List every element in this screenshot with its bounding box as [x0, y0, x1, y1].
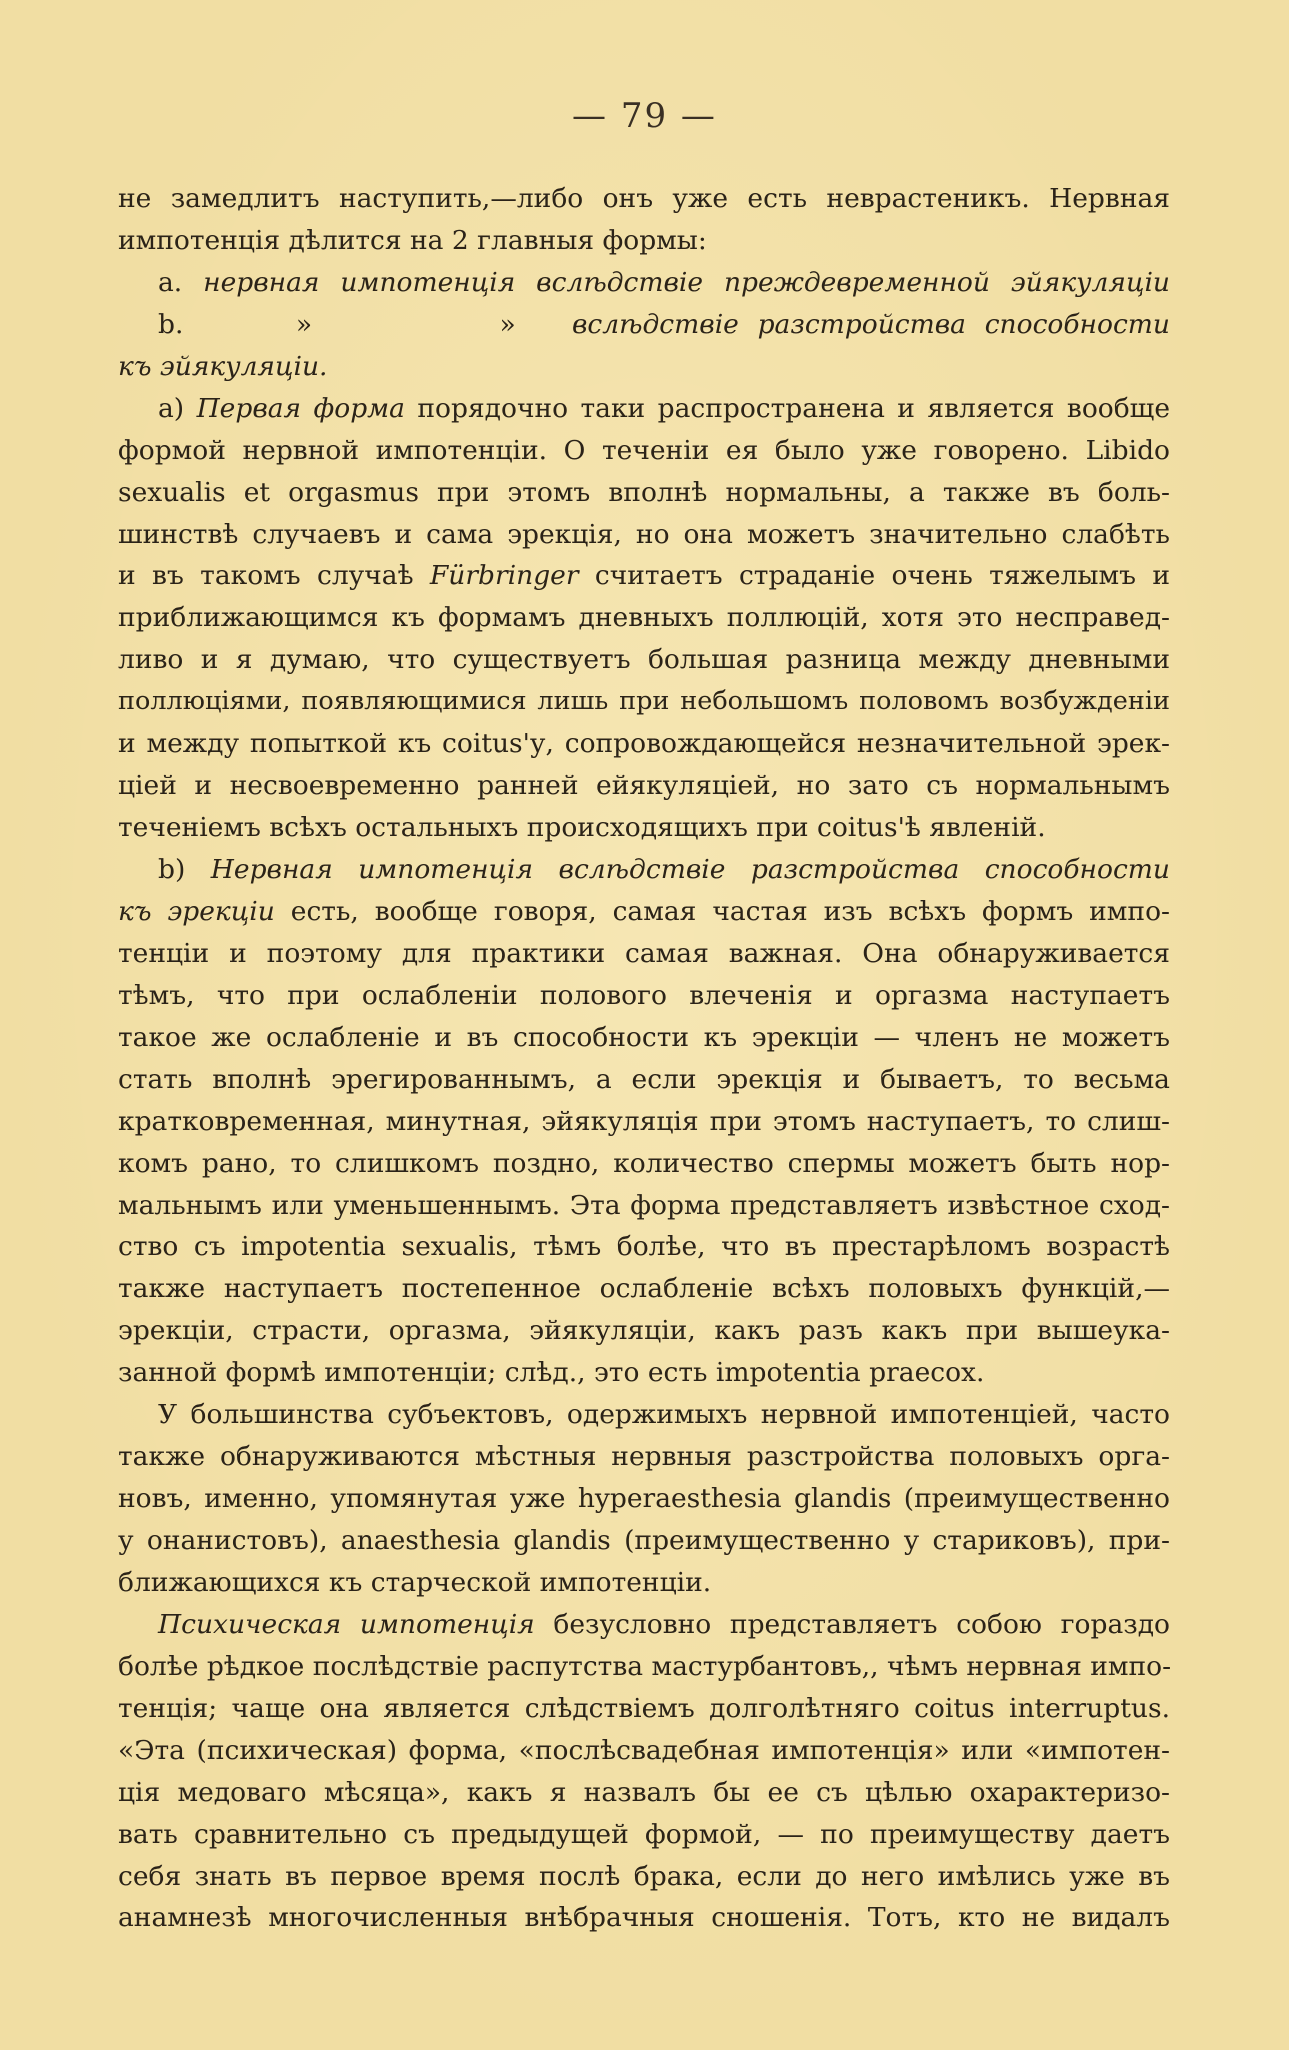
list-marker: a): [158, 392, 197, 424]
text-line: теченіемъ всѣхъ остальныхъ происходящихъ при coitus'ѣ явленій.: [118, 812, 1046, 844]
text-line: импотенція дѣлится на 2 главныя формы:: [118, 224, 707, 256]
text-line: также обнаруживаются мѣстныя нервныя разстройства половыхъ орга-: [118, 1441, 1170, 1473]
text-line: эрекціи, страсти, оргазма, эйякуляціи, какъ разъ какъ при вышеука-: [118, 1315, 1170, 1347]
list-item-b: [118, 304, 1170, 346]
list-item-a: [118, 262, 1170, 304]
text-line-mixed: [118, 555, 1170, 597]
text-run: безусловно представляетъ собою гораздо: [534, 1608, 1170, 1640]
text-line: занной формѣ импотенціи; слѣд., это есть impotentia praecox.: [118, 1357, 985, 1389]
text-line: ближающихся къ старческой импотенціи.: [118, 1566, 712, 1598]
text-line: приближающимся къ формамъ дневныхъ поллюцій, хотя это несправед-: [118, 602, 1170, 634]
text-line: комъ рано, то слишкомъ поздно, количество спермы можетъ быть нор-: [118, 1147, 1170, 1179]
list-marker: b. » »: [158, 308, 572, 340]
text-line: формой нервной импотенціи. О теченіи ея было уже говорено. Libido: [118, 434, 1170, 466]
text-line: ціей и несвоевременно ранней ейякуляціей, но зато съ нормальнымъ: [118, 770, 1170, 802]
text-line: болѣе рѣдкое послѣдствіе распутства мастурбантовъ,, чѣмъ нервная импо-: [118, 1650, 1172, 1682]
italic-text: вслѣдствіе разстройства способности: [571, 308, 1170, 340]
italic-text: Первая форма: [196, 392, 405, 424]
italic-text: Психическая импотенція: [158, 1608, 535, 1640]
text-run: есть, вообще говоря, самая частая изъ всѣхъ формъ импо-: [274, 895, 1170, 927]
text-run: порядочно таки распространена и является вообще: [404, 392, 1170, 424]
text-line: не замедлитъ наступить,—либо онъ уже есть неврастеникъ. Нервная: [118, 183, 1170, 214]
text-line: тѣмъ, что при ослабленіи полового влеченія и оргазма наступаетъ: [118, 979, 1170, 1011]
text-line: У большинства субъектовъ, одержимыхъ нервной импотенціей, часто: [158, 1399, 1170, 1431]
body-text: [118, 178, 1170, 1939]
text-line: шинствѣ случаевъ и сама эрекція, но она можетъ значительно слабѣть: [118, 518, 1170, 550]
page-number: — 79 —: [572, 96, 717, 136]
text-line: и между попыткой къ coitus'у, сопровождающейся незначительной эрек-: [118, 728, 1170, 760]
text-line: себя знать въ первое время послѣ брака, если до него имѣлись уже въ: [118, 1860, 1170, 1892]
text-line: ція медоваго мѣсяца», какъ я назвалъ бы ее съ цѣлью охарактеризо-: [118, 1776, 1170, 1808]
text-line: стать вполнѣ эрегированнымъ, а если эрекція и бываетъ, то весьма: [118, 1063, 1170, 1095]
text-line: sexualis et orgasmus при этомъ вполнѣ нормальны, а также въ боль-: [118, 476, 1170, 508]
text-line: у онанистовъ), anaesthesia glandis (преимущественно у стариковъ), при-: [118, 1525, 1170, 1556]
text-line: поллюціями, появляющимися лишь при небольшомъ половомъ возбужденіи: [118, 686, 1170, 717]
text-line: «Эта (психическая) форма, «послѣсвадебная импотенція» или «импотен-: [118, 1734, 1170, 1766]
italic-text: Fürbringer: [429, 560, 579, 592]
text-run: и въ такомъ случаѣ: [118, 560, 430, 592]
text-line-mixed: [118, 891, 1170, 933]
paragraph-a-start: [118, 388, 1170, 430]
paragraph-psychic-start: [118, 1604, 1170, 1646]
text-line: такое же ослабленіе и въ способности къ эрекціи — членъ не можетъ: [118, 1021, 1170, 1053]
text-line: ство съ impotentia sexualis, тѣмъ болѣе, что въ престарѣломъ возрастѣ: [118, 1231, 1170, 1263]
text-line: также наступаетъ постепенное ослабленіе всѣхъ половыхъ функцій,—: [118, 1273, 1170, 1305]
text-run: считаетъ страданіе очень тяжелымъ и: [578, 560, 1170, 592]
text-line: кратковременная, минутная, эйякуляція при этомъ наступаетъ, то слиш-: [118, 1105, 1170, 1137]
italic-text: Нервная импотенція вслѣдствіе разстройства способности: [210, 854, 1170, 885]
italic-text: къ эрекціи: [118, 895, 275, 927]
text-line: анамнезѣ многочисленныя внѣбрачныя сношенія. Тотъ, кто не видалъ: [118, 1902, 1170, 1934]
list-marker: a.: [158, 266, 204, 298]
text-line: мальнымъ или уменьшеннымъ. Эта форма представляетъ извѣстное сход-: [118, 1189, 1170, 1221]
italic-text: нервная импотенція вслѣдствіе преждевременной эйякуляціи: [203, 266, 1170, 298]
text-line: тенція; чаще она является слѣдствіемъ долголѣтняго coitus interruptus.: [118, 1692, 1170, 1724]
text-line: новъ, именно, упомянутая уже hyperaesthesia glandis (преимущественно: [118, 1483, 1170, 1515]
text-line: ливо и я думаю, что существуетъ большая разница между дневными: [118, 644, 1170, 676]
text-line: вать сравнительно съ предыдущей формой, — по преимуществу даетъ: [118, 1818, 1170, 1850]
paragraph-b-start: [118, 849, 1170, 891]
text-line: къ эйякуляціи.: [118, 350, 328, 382]
list-marker: b): [158, 854, 211, 885]
text-line: тенціи и поэтому для практики самая важная. Она обнаруживается: [118, 937, 1170, 969]
